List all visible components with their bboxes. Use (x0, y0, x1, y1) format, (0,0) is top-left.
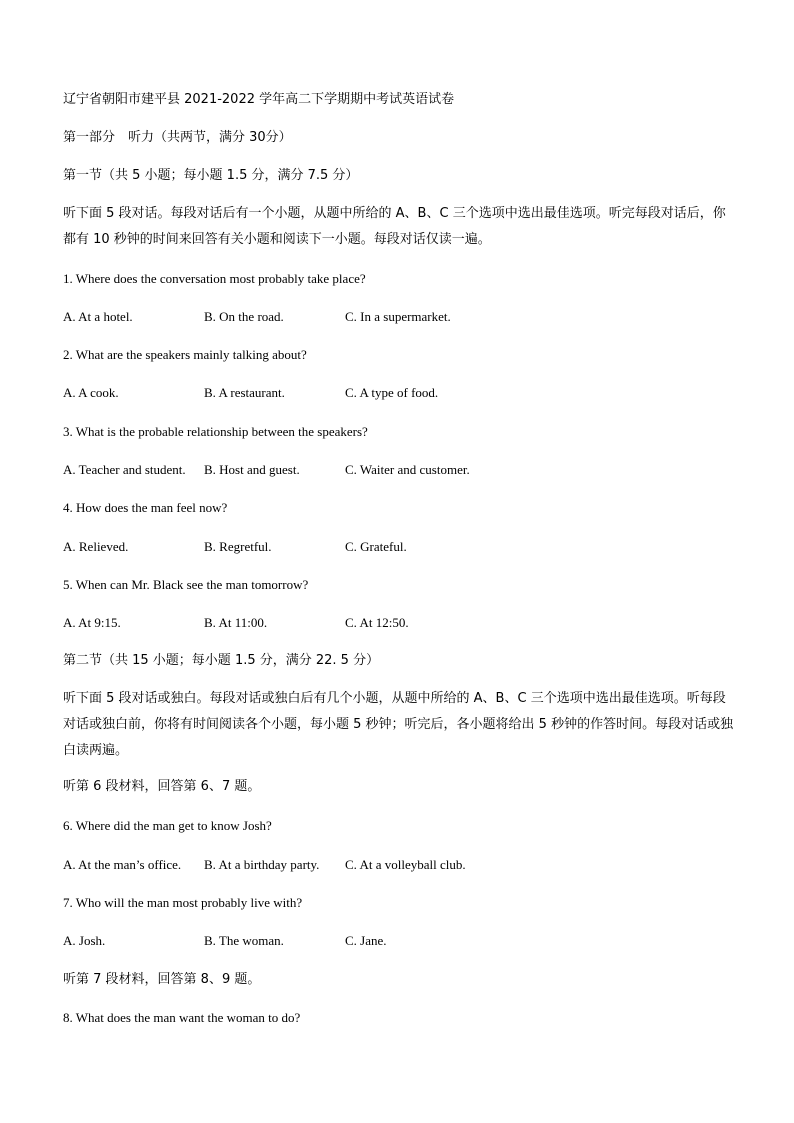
question-6-stem: 6. Where did the man get to know Josh? (63, 818, 272, 833)
question-6-option-c[interactable]: C. At a volleyball club. (345, 857, 466, 872)
question-7-stem: 7. Who will the man most probably live with? (63, 895, 303, 910)
question-2-option-c[interactable]: C. A type of food. (345, 385, 439, 400)
material-6-prompt: 听第 6 段材料，回答第 6、7 题。 (63, 779, 261, 794)
material-7-prompt: 听第 7 段材料，回答第 8、9 题。 (63, 972, 261, 987)
question-1-option-c[interactable]: C. In a supermarket. (345, 309, 451, 324)
question-3-option-a[interactable]: A. Teacher and student. (63, 462, 186, 477)
question-5-option-b[interactable]: B. At 11:00. (204, 615, 268, 630)
question-1-option-b[interactable]: B. On the road. (204, 309, 284, 324)
question-6-option-a[interactable]: A. At the man’s office. (63, 857, 182, 872)
question-2-option-b[interactable]: B. A restaurant. (204, 385, 285, 400)
section2-instruction: 听下面 5 段对话或独白。每段对话或独白后有几个小题，从题中所给的 A、B、C 三个选项中选出最佳选项。听每段对话或独白前，你将有时间阅读各个小题，每小题 5 秒钟；听完后，各小题将给出 5 秒钟的作答时间。每段对话或独白读两遍。 (63, 691, 734, 758)
question-8-stem: 8. What does the man want the woman to do? (63, 1010, 301, 1025)
question-7-option-c[interactable]: C. Jane. (345, 933, 387, 948)
question-2-option-a[interactable]: A. A cook. (63, 385, 119, 400)
question-1-stem: 1. Where does the conversation most probably take place? (63, 271, 366, 286)
question-3-option-c[interactable]: C. Waiter and customer. (345, 462, 470, 477)
question-4-stem: 4. How does the man feel now? (63, 500, 228, 515)
question-4-option-b[interactable]: B. Regretful. (204, 539, 272, 554)
question-4-option-a[interactable]: A. Relieved. (63, 539, 129, 554)
section1-heading: 第一节（共 5 小题；每小题 1.5 分，满分 7.5 分） (63, 168, 359, 183)
question-3-stem: 3. What is the probable relationship between the speakers? (63, 424, 368, 439)
question-2-stem: 2. What are the speakers mainly talking about? (63, 347, 307, 362)
section2-heading: 第二节（共 15 小题；每小题 1.5 分，满分 22. 5 分） (63, 653, 380, 668)
exam-title: 辽宁省朝阳市建平县 2021-2022 学年高二下学期期中考试英语试卷 (63, 92, 455, 107)
part1-heading: 第一部分 听力（共两节，满分 30分） (63, 130, 292, 145)
question-7-option-a[interactable]: A. Josh. (63, 933, 106, 948)
question-1-option-a[interactable]: A. At a hotel. (63, 309, 133, 324)
question-6-option-b[interactable]: B. At a birthday party. (204, 857, 320, 872)
question-3-option-b[interactable]: B. Host and guest. (204, 462, 300, 477)
question-5-stem: 5. When can Mr. Black see the man tomorrow? (63, 577, 309, 592)
question-7-option-b[interactable]: B. The woman. (204, 933, 284, 948)
section1-instruction: 听下面 5 段对话。每段对话后有一个小题，从题中所给的 A、B、C 三个选项中选出最佳选项。听完每段对话后，你都有 10 秒钟的时间来回答有关小题和阅读下一小题。每段对话仅读一遍。 (63, 206, 726, 247)
question-4-option-c[interactable]: C. Grateful. (345, 539, 407, 554)
question-5-option-a[interactable]: A. At 9:15. (63, 615, 121, 630)
question-5-option-c[interactable]: C. At 12:50. (345, 615, 409, 630)
